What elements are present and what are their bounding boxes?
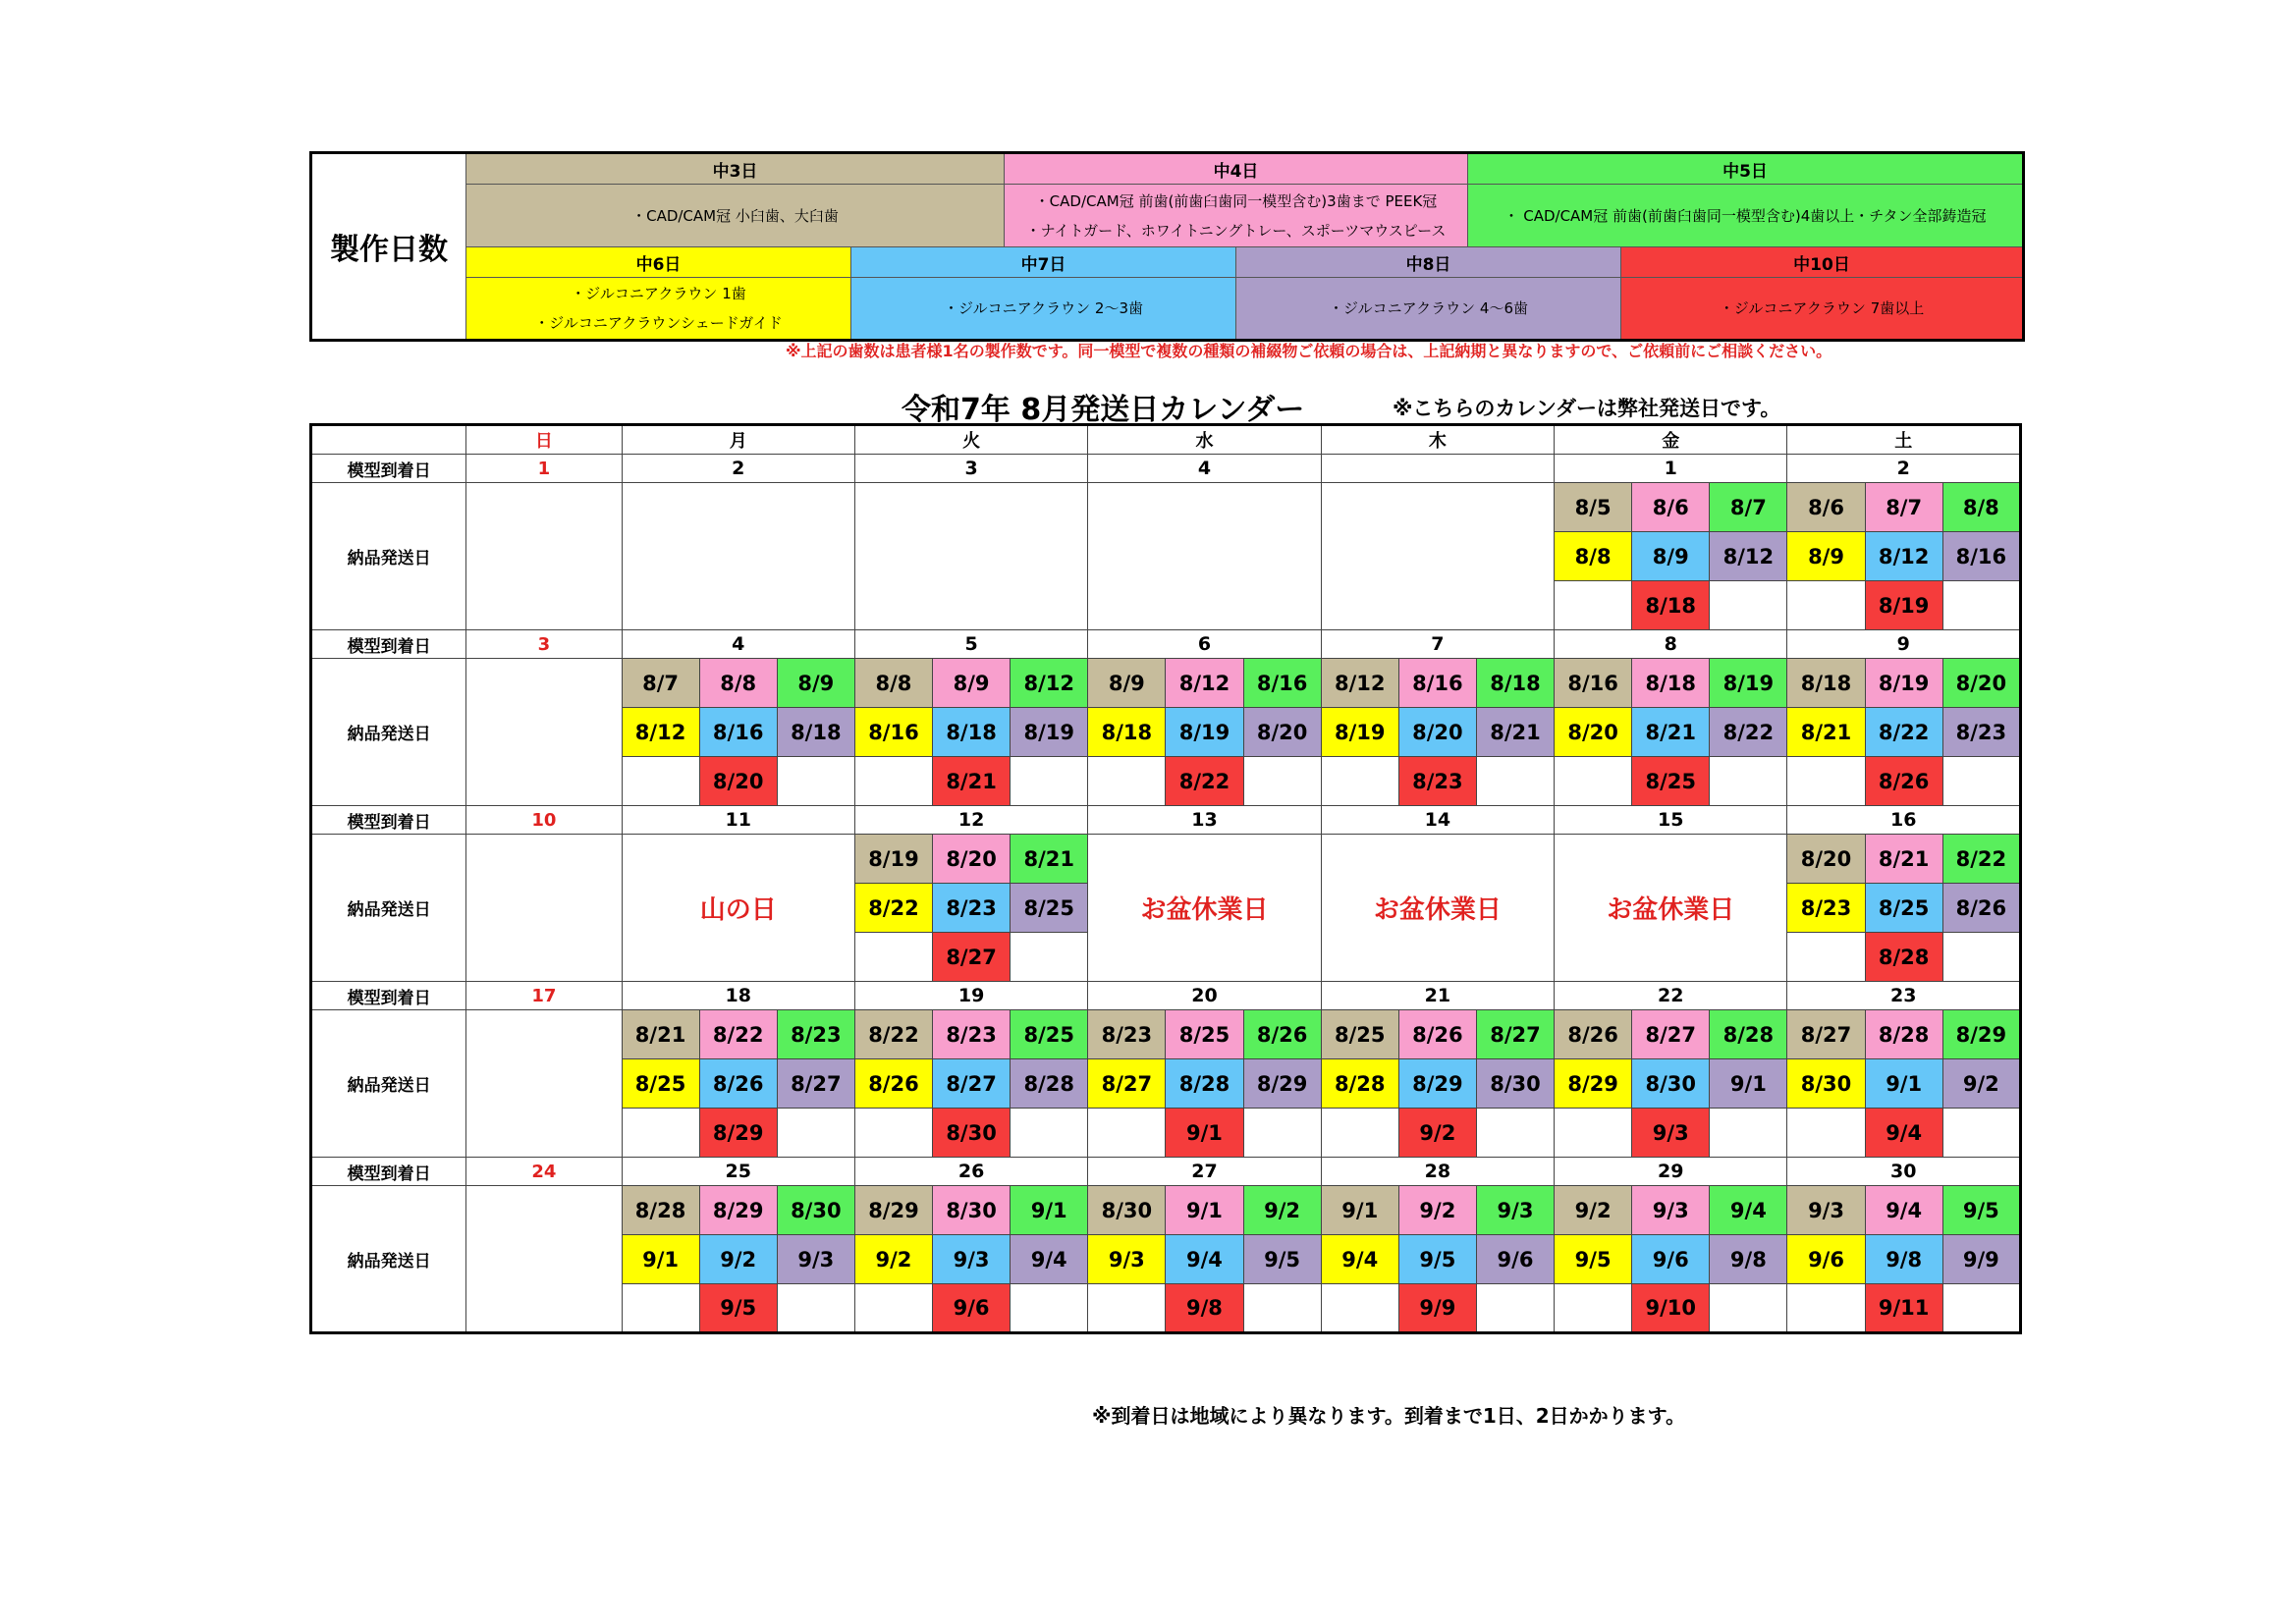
ship-date-cell: 8/8 bbox=[1555, 532, 1632, 581]
ship-date-cell: 8/26 bbox=[1243, 1010, 1321, 1059]
ship-date-cell: 8/19 bbox=[1011, 708, 1088, 757]
ship-date-cell: 8/27 bbox=[1088, 1059, 1166, 1109]
ship-date-cell: 8/21 bbox=[622, 1010, 699, 1059]
ship-date-cell: 9/4 bbox=[1710, 1186, 1787, 1235]
ship-date-cell: 9/5 bbox=[1555, 1235, 1632, 1284]
ship-date-cell: 8/20 bbox=[933, 835, 1011, 884]
legend-note: ※上記の歯数は患者様1名の製作数です。同一模型で複数の種類の補綴物ご依頼の場合は、上記納期と異なりますので、ご依頼前にご相談ください。 bbox=[786, 342, 1832, 360]
ship-date-cell: 8/30 bbox=[1476, 1059, 1554, 1109]
ship-empty bbox=[1476, 1109, 1554, 1158]
weekday-header: 土 bbox=[1787, 425, 2021, 455]
ship-date-cell: 9/1 bbox=[1321, 1186, 1398, 1235]
ship-date-cell: 8/19 bbox=[1865, 659, 1942, 708]
ship-date-cell: 8/26 bbox=[1555, 1010, 1632, 1059]
ship-date-cell: 8/23 bbox=[933, 1010, 1011, 1059]
ship-date-cell: 8/7 bbox=[1710, 483, 1787, 532]
ship-date-cell: 9/6 bbox=[933, 1284, 1011, 1333]
day-date: 18 bbox=[622, 982, 854, 1010]
ship-empty bbox=[854, 1284, 932, 1333]
ship-date-cell: 8/21 bbox=[1787, 708, 1865, 757]
ship-date-cell: 9/5 bbox=[1243, 1235, 1321, 1284]
ship-date-cell: 8/18 bbox=[1476, 659, 1554, 708]
ship-empty bbox=[1088, 1109, 1166, 1158]
day-date: 26 bbox=[854, 1158, 1087, 1186]
ship-empty bbox=[1011, 757, 1088, 806]
ship-empty bbox=[854, 1109, 932, 1158]
ship-date-cell: 8/21 bbox=[1632, 708, 1710, 757]
ship-date-cell: 9/5 bbox=[1398, 1235, 1476, 1284]
ship-date-cell: 9/9 bbox=[1942, 1235, 2020, 1284]
ship-date-cell: 8/26 bbox=[1942, 884, 2020, 933]
ship-date-cell: 8/30 bbox=[777, 1186, 854, 1235]
ship-date-cell: 8/6 bbox=[1787, 483, 1865, 532]
ship-empty-day bbox=[1088, 483, 1321, 630]
ship-date-cell: 8/22 bbox=[854, 1010, 932, 1059]
ship-date-cell: 8/29 bbox=[1555, 1059, 1632, 1109]
day-date: 7 bbox=[1321, 630, 1554, 659]
ship-date-cell: 8/29 bbox=[1243, 1059, 1321, 1109]
ship-date-cell: 9/2 bbox=[854, 1235, 932, 1284]
ship-date-cell: 8/28 bbox=[1166, 1059, 1243, 1109]
ship-empty bbox=[1942, 933, 2020, 982]
ship-empty bbox=[1942, 581, 2020, 630]
weekday-header: 日 bbox=[466, 425, 622, 455]
ship-date-cell: 8/8 bbox=[699, 659, 777, 708]
day-date: 8 bbox=[1555, 630, 1787, 659]
ship-date-cell: 8/26 bbox=[1865, 757, 1942, 806]
ship-date-cell: 8/16 bbox=[1243, 659, 1321, 708]
calendar-title: 令和7年 8月発送日カレンダー bbox=[902, 393, 1305, 427]
ship-date-cell: 9/3 bbox=[1476, 1186, 1554, 1235]
ship-date-cell: 8/5 bbox=[1555, 483, 1632, 532]
ship-date-cell: 8/18 bbox=[1632, 581, 1710, 630]
ship-date-cell: 8/9 bbox=[1632, 532, 1710, 581]
ship-date-cell: 8/21 bbox=[1476, 708, 1554, 757]
ship-date-cell: 9/2 bbox=[699, 1235, 777, 1284]
day-date: 12 bbox=[854, 806, 1087, 835]
ship-date-cell: 9/8 bbox=[1166, 1284, 1243, 1333]
ship-date-cell: 8/28 bbox=[1865, 933, 1942, 982]
ship-date-cell: 8/26 bbox=[1398, 1010, 1476, 1059]
ship-date-cell: 8/21 bbox=[1865, 835, 1942, 884]
ship-date-cell: 8/20 bbox=[1243, 708, 1321, 757]
day-date: 4 bbox=[622, 630, 854, 659]
ship-date-cell: 8/23 bbox=[1942, 708, 2020, 757]
ship-date-cell: 8/18 bbox=[1088, 708, 1166, 757]
day-date: 6 bbox=[1088, 630, 1321, 659]
ship-date-cell: 8/28 bbox=[1321, 1059, 1398, 1109]
ship-date-cell: 9/1 bbox=[1166, 1109, 1243, 1158]
ship-date-cell: 8/27 bbox=[777, 1059, 854, 1109]
sunday-date: 1 bbox=[466, 455, 622, 483]
header-corner bbox=[311, 425, 466, 455]
ship-date-cell: 8/12 bbox=[1321, 659, 1398, 708]
ship-date-cell: 9/2 bbox=[1398, 1109, 1476, 1158]
ship-empty bbox=[1243, 1109, 1321, 1158]
shipping-calendar bbox=[309, 423, 2022, 1334]
ship-date-cell: 8/16 bbox=[1555, 659, 1632, 708]
ship-empty-day bbox=[622, 483, 854, 630]
ship-empty bbox=[1243, 1284, 1321, 1333]
ship-empty-day bbox=[854, 483, 1087, 630]
ship-date-cell: 9/1 bbox=[622, 1235, 699, 1284]
ship-date-cell: 8/8 bbox=[1942, 483, 2020, 532]
legend-head-5days: 中5日 bbox=[1468, 153, 2024, 185]
sunday-date: 17 bbox=[466, 982, 622, 1010]
ship-empty bbox=[777, 1109, 854, 1158]
ship-date-cell: 8/23 bbox=[933, 884, 1011, 933]
sunday-date: 3 bbox=[466, 630, 622, 659]
ship-date-cell: 8/9 bbox=[1088, 659, 1166, 708]
ship-date-cell: 9/1 bbox=[1011, 1186, 1088, 1235]
ship-date-cell: 8/9 bbox=[1787, 532, 1865, 581]
legend-desc-8days: ・ジルコニアクラウン 4～6歯 bbox=[1236, 278, 1621, 341]
ship-date-cell: 8/23 bbox=[1787, 884, 1865, 933]
footer-note: ※到着日は地域により異なります。到着まで1日、2日かかります。 bbox=[1092, 1404, 1686, 1428]
ship-date-cell: 8/22 bbox=[1166, 757, 1243, 806]
ship-empty bbox=[1088, 757, 1166, 806]
legend-head-7days: 中7日 bbox=[851, 247, 1236, 278]
ship-empty bbox=[1011, 933, 1088, 982]
day-date: 30 bbox=[1787, 1158, 2021, 1186]
ship-empty bbox=[854, 933, 932, 982]
ship-date-cell: 9/1 bbox=[1710, 1059, 1787, 1109]
ship-empty bbox=[622, 1109, 699, 1158]
calendar-subtitle: ※こちらのカレンダーは弊社発送日です。 bbox=[1393, 397, 1781, 420]
sunday-date: 24 bbox=[466, 1158, 622, 1186]
ship-date-cell: 8/30 bbox=[933, 1186, 1011, 1235]
ship-date-cell: 9/4 bbox=[1321, 1235, 1398, 1284]
ship-date-cell: 8/23 bbox=[1088, 1010, 1166, 1059]
ship-date-cell: 9/8 bbox=[1710, 1235, 1787, 1284]
ship-date-cell: 8/28 bbox=[1865, 1010, 1942, 1059]
ship-date-cell: 9/11 bbox=[1865, 1284, 1942, 1333]
sunday-ship-empty bbox=[466, 483, 622, 630]
ship-date-cell: 8/27 bbox=[1632, 1010, 1710, 1059]
ship-date-cell: 9/2 bbox=[1942, 1059, 2020, 1109]
ship-empty bbox=[777, 1284, 854, 1333]
ship-date-cell: 8/27 bbox=[1476, 1010, 1554, 1059]
ship-date-cell: 8/29 bbox=[699, 1109, 777, 1158]
ship-date-cell: 8/27 bbox=[933, 1059, 1011, 1109]
ship-empty bbox=[1787, 933, 1865, 982]
ship-date-cell: 8/27 bbox=[1787, 1010, 1865, 1059]
ship-date-cell: 8/16 bbox=[854, 708, 932, 757]
ship-date-cell: 8/19 bbox=[854, 835, 932, 884]
ship-empty bbox=[1942, 757, 2020, 806]
day-date: 2 bbox=[1787, 455, 2021, 483]
ship-date-cell: 9/3 bbox=[933, 1235, 1011, 1284]
ship-date-cell: 8/23 bbox=[777, 1010, 854, 1059]
ship-empty bbox=[1243, 757, 1321, 806]
legend-desc-6days: ・ジルコニアクラウン 1歯 ・ジルコニアクラウンシェードガイド bbox=[466, 278, 851, 341]
ship-date-cell: 9/4 bbox=[1865, 1186, 1942, 1235]
ship-date-cell: 8/9 bbox=[933, 659, 1011, 708]
ship-date-cell: 9/1 bbox=[1865, 1059, 1942, 1109]
ship-date-cell: 9/2 bbox=[1243, 1186, 1321, 1235]
day-date: 1 bbox=[1555, 455, 1787, 483]
ship-date-cell: 9/8 bbox=[1865, 1235, 1942, 1284]
day-date: 19 bbox=[854, 982, 1087, 1010]
ship-date-cell: 9/10 bbox=[1632, 1284, 1710, 1333]
ship-date-cell: 8/30 bbox=[1632, 1059, 1710, 1109]
sunday-date: 10 bbox=[466, 806, 622, 835]
ship-empty bbox=[1787, 1109, 1865, 1158]
ship-date-cell: 8/21 bbox=[1011, 835, 1088, 884]
ship-empty bbox=[1942, 1109, 2020, 1158]
arrival-label: 模型到着日 bbox=[311, 806, 466, 835]
ship-date-cell: 8/19 bbox=[1321, 708, 1398, 757]
ship-empty-day bbox=[1321, 483, 1554, 630]
legend-desc-10days: ・ジルコニアクラウン 7歯以上 bbox=[1621, 278, 2024, 341]
ship-empty bbox=[1476, 757, 1554, 806]
ship-empty bbox=[1787, 581, 1865, 630]
ship-label: 納品発送日 bbox=[311, 483, 466, 630]
ship-empty bbox=[1555, 581, 1632, 630]
ship-empty bbox=[1088, 1284, 1166, 1333]
weekday-header: 水 bbox=[1088, 425, 1321, 455]
ship-date-cell: 8/7 bbox=[622, 659, 699, 708]
ship-label: 納品発送日 bbox=[311, 1186, 466, 1333]
ship-date-cell: 8/19 bbox=[1166, 708, 1243, 757]
sunday-ship-empty bbox=[466, 1010, 622, 1158]
ship-date-cell: 9/1 bbox=[1166, 1186, 1243, 1235]
ship-date-cell: 9/3 bbox=[1632, 1186, 1710, 1235]
ship-date-cell: 8/28 bbox=[1011, 1059, 1088, 1109]
ship-date-cell: 8/30 bbox=[1088, 1186, 1166, 1235]
ship-date-cell: 8/12 bbox=[1011, 659, 1088, 708]
ship-date-cell: 8/12 bbox=[1710, 532, 1787, 581]
ship-date-cell: 8/22 bbox=[1865, 708, 1942, 757]
sunday-ship-empty bbox=[466, 1186, 622, 1333]
legend-desc-5days: ・ CAD/CAM冠 前歯(前歯臼歯同一模型含む)4歯以上・チタン全部鋳造冠 bbox=[1468, 185, 2024, 247]
day-date bbox=[1321, 455, 1554, 483]
ship-empty bbox=[1011, 1109, 1088, 1158]
day-date: 14 bbox=[1321, 806, 1554, 835]
ship-date-cell: 9/3 bbox=[777, 1235, 854, 1284]
weekday-header: 月 bbox=[622, 425, 854, 455]
ship-empty bbox=[622, 757, 699, 806]
ship-date-cell: 8/7 bbox=[1865, 483, 1942, 532]
ship-date-cell: 8/18 bbox=[1787, 659, 1865, 708]
ship-date-cell: 8/20 bbox=[1787, 835, 1865, 884]
ship-date-cell: 9/4 bbox=[1166, 1235, 1243, 1284]
ship-date-cell: 8/27 bbox=[933, 933, 1011, 982]
day-date: 20 bbox=[1088, 982, 1321, 1010]
legend-desc-7days: ・ジルコニアクラウン 2～3歯 bbox=[851, 278, 1236, 341]
holiday-cell: お盆休業日 bbox=[1555, 835, 1787, 982]
ship-date-cell: 8/26 bbox=[699, 1059, 777, 1109]
ship-date-cell: 8/25 bbox=[1321, 1010, 1398, 1059]
ship-date-cell: 9/5 bbox=[699, 1284, 777, 1333]
ship-date-cell: 8/30 bbox=[933, 1109, 1011, 1158]
day-date: 2 bbox=[622, 455, 854, 483]
ship-date-cell: 8/16 bbox=[1398, 659, 1476, 708]
arrival-label: 模型到着日 bbox=[311, 455, 466, 483]
ship-date-cell: 8/21 bbox=[933, 757, 1011, 806]
ship-empty bbox=[854, 757, 932, 806]
ship-empty bbox=[1787, 1284, 1865, 1333]
ship-date-cell: 8/25 bbox=[622, 1059, 699, 1109]
holiday-cell: お盆休業日 bbox=[1321, 835, 1554, 982]
ship-date-cell: 8/20 bbox=[1398, 708, 1476, 757]
ship-date-cell: 8/22 bbox=[1710, 708, 1787, 757]
ship-empty bbox=[1942, 1284, 2020, 1333]
legend-head-10days: 中10日 bbox=[1621, 247, 2024, 278]
arrival-label: 模型到着日 bbox=[311, 982, 466, 1010]
ship-label: 納品発送日 bbox=[311, 835, 466, 982]
ship-empty bbox=[1555, 757, 1632, 806]
legend-desc-3days: ・CAD/CAM冠 小臼歯、大臼歯 bbox=[466, 185, 1005, 247]
day-date: 15 bbox=[1555, 806, 1787, 835]
ship-date-cell: 8/16 bbox=[699, 708, 777, 757]
ship-date-cell: 9/6 bbox=[1787, 1235, 1865, 1284]
ship-date-cell: 8/18 bbox=[777, 708, 854, 757]
ship-date-cell: 8/18 bbox=[1632, 659, 1710, 708]
ship-empty bbox=[1710, 1284, 1787, 1333]
ship-empty bbox=[1321, 757, 1398, 806]
ship-empty bbox=[1321, 1109, 1398, 1158]
legend-desc-4days: ・CAD/CAM冠 前歯(前歯臼歯同一模型含む)3歯まで PEEK冠 ・ナイトガード、ホワイトニングトレー、スポーツマウスピース bbox=[1005, 185, 1468, 247]
ship-date-cell: 8/22 bbox=[699, 1010, 777, 1059]
ship-date-cell: 8/28 bbox=[622, 1186, 699, 1235]
day-date: 25 bbox=[622, 1158, 854, 1186]
ship-date-cell: 9/2 bbox=[1555, 1186, 1632, 1235]
day-date: 4 bbox=[1088, 455, 1321, 483]
ship-date-cell: 8/9 bbox=[777, 659, 854, 708]
ship-date-cell: 8/8 bbox=[854, 659, 932, 708]
ship-date-cell: 9/4 bbox=[1865, 1109, 1942, 1158]
ship-date-cell: 8/25 bbox=[1011, 884, 1088, 933]
ship-empty bbox=[777, 757, 854, 806]
ship-date-cell: 9/3 bbox=[1088, 1235, 1166, 1284]
ship-empty bbox=[1710, 1109, 1787, 1158]
ship-empty bbox=[1321, 1284, 1398, 1333]
day-date: 5 bbox=[854, 630, 1087, 659]
ship-label: 納品発送日 bbox=[311, 1010, 466, 1158]
ship-date-cell: 8/20 bbox=[699, 757, 777, 806]
ship-empty bbox=[1710, 757, 1787, 806]
ship-date-cell: 9/6 bbox=[1476, 1235, 1554, 1284]
ship-date-cell: 9/4 bbox=[1011, 1235, 1088, 1284]
day-date: 9 bbox=[1787, 630, 2021, 659]
ship-date-cell: 8/16 bbox=[1942, 532, 2020, 581]
ship-date-cell: 8/12 bbox=[1865, 532, 1942, 581]
ship-date-cell: 8/25 bbox=[1865, 884, 1942, 933]
ship-date-cell: 8/28 bbox=[1710, 1010, 1787, 1059]
ship-empty bbox=[1555, 1284, 1632, 1333]
day-date: 13 bbox=[1088, 806, 1321, 835]
ship-date-cell: 8/22 bbox=[1942, 835, 2020, 884]
ship-date-cell: 8/29 bbox=[854, 1186, 932, 1235]
ship-date-cell: 8/20 bbox=[1555, 708, 1632, 757]
legend-head-8days: 中8日 bbox=[1236, 247, 1621, 278]
ship-date-cell: 9/3 bbox=[1632, 1109, 1710, 1158]
ship-date-cell: 8/6 bbox=[1632, 483, 1710, 532]
ship-date-cell: 8/20 bbox=[1942, 659, 2020, 708]
day-date: 23 bbox=[1787, 982, 2021, 1010]
ship-date-cell: 9/3 bbox=[1787, 1186, 1865, 1235]
holiday-cell: 山の日 bbox=[622, 835, 854, 982]
legend-title: 製作日数 bbox=[311, 153, 466, 341]
ship-empty bbox=[1787, 757, 1865, 806]
day-date: 27 bbox=[1088, 1158, 1321, 1186]
arrival-label: 模型到着日 bbox=[311, 630, 466, 659]
day-date: 3 bbox=[854, 455, 1087, 483]
ship-empty bbox=[1476, 1284, 1554, 1333]
day-date: 29 bbox=[1555, 1158, 1787, 1186]
day-date: 22 bbox=[1555, 982, 1787, 1010]
ship-empty bbox=[1011, 1284, 1088, 1333]
ship-date-cell: 8/12 bbox=[622, 708, 699, 757]
ship-date-cell: 8/29 bbox=[699, 1186, 777, 1235]
ship-empty bbox=[1555, 1109, 1632, 1158]
ship-date-cell: 9/5 bbox=[1942, 1186, 2020, 1235]
ship-label: 納品発送日 bbox=[311, 659, 466, 806]
ship-date-cell: 8/29 bbox=[1398, 1059, 1476, 1109]
ship-date-cell: 8/30 bbox=[1787, 1059, 1865, 1109]
ship-date-cell: 8/18 bbox=[933, 708, 1011, 757]
legend-head-4days: 中4日 bbox=[1005, 153, 1468, 185]
ship-date-cell: 8/26 bbox=[854, 1059, 932, 1109]
legend-head-3days: 中3日 bbox=[466, 153, 1005, 185]
weekday-header: 火 bbox=[854, 425, 1087, 455]
ship-date-cell: 8/19 bbox=[1710, 659, 1787, 708]
ship-date-cell: 9/6 bbox=[1632, 1235, 1710, 1284]
day-date: 16 bbox=[1787, 806, 2021, 835]
ship-date-cell: 8/23 bbox=[1398, 757, 1476, 806]
ship-empty bbox=[622, 1284, 699, 1333]
day-date: 28 bbox=[1321, 1158, 1554, 1186]
holiday-cell: お盆休業日 bbox=[1088, 835, 1321, 982]
production-days-legend bbox=[309, 151, 2025, 342]
ship-date-cell: 9/9 bbox=[1398, 1284, 1476, 1333]
ship-empty bbox=[1710, 581, 1787, 630]
ship-date-cell: 8/29 bbox=[1942, 1010, 2020, 1059]
arrival-label: 模型到着日 bbox=[311, 1158, 466, 1186]
ship-date-cell: 8/22 bbox=[854, 884, 932, 933]
sunday-ship-empty bbox=[466, 659, 622, 806]
day-date: 11 bbox=[622, 806, 854, 835]
ship-date-cell: 9/2 bbox=[1398, 1186, 1476, 1235]
ship-date-cell: 8/25 bbox=[1166, 1010, 1243, 1059]
ship-date-cell: 8/19 bbox=[1865, 581, 1942, 630]
legend-head-6days: 中6日 bbox=[466, 247, 851, 278]
ship-date-cell: 8/25 bbox=[1011, 1010, 1088, 1059]
ship-date-cell: 8/12 bbox=[1166, 659, 1243, 708]
day-date: 21 bbox=[1321, 982, 1554, 1010]
ship-date-cell: 8/25 bbox=[1632, 757, 1710, 806]
weekday-header: 金 bbox=[1555, 425, 1787, 455]
sunday-ship-empty bbox=[466, 835, 622, 982]
weekday-header: 木 bbox=[1321, 425, 1554, 455]
